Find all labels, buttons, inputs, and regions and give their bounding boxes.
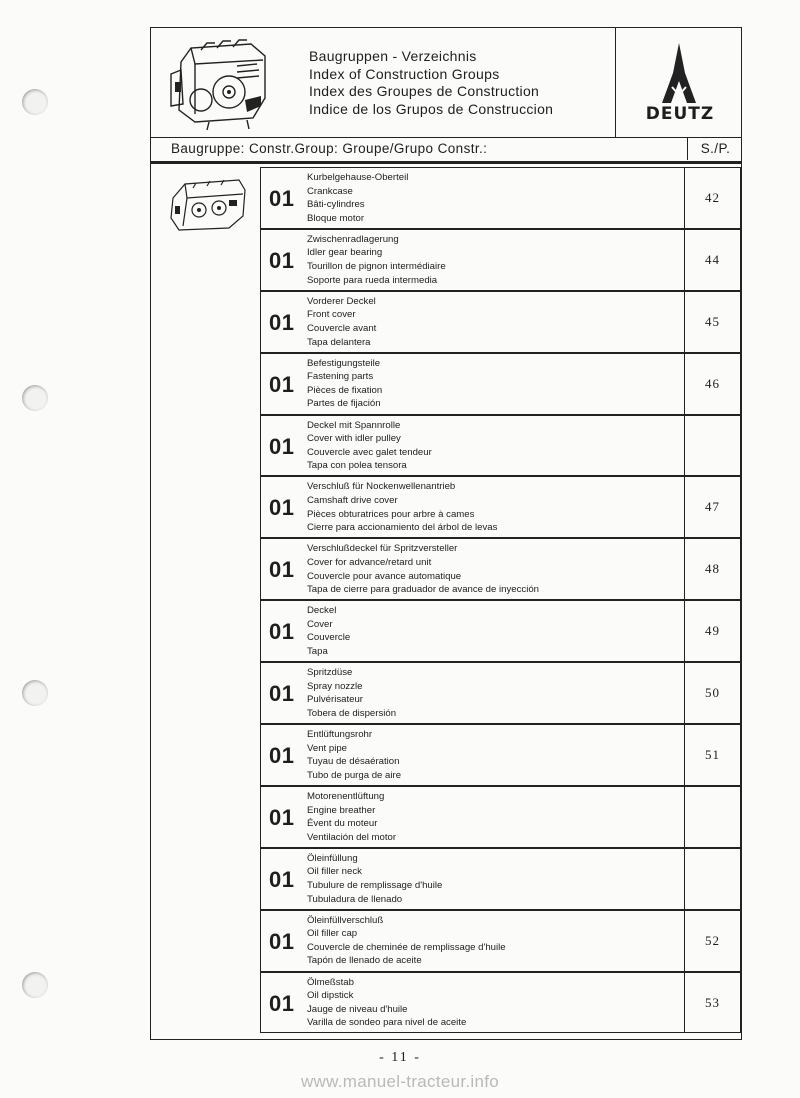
entry-row (260, 848, 741, 910)
description-spanish: Varilla de sondeo para nivel de aceite (307, 1017, 467, 1029)
entry-row (260, 662, 741, 724)
description-english: Oil dipstick (307, 990, 354, 1002)
logo-text: DEUTZ (645, 104, 715, 124)
entry-row (260, 600, 741, 662)
entry-row (260, 415, 741, 477)
description-french: Tourillon de pignon intermédiaire (307, 261, 446, 273)
crankcase-illustration (169, 176, 249, 232)
description-french: Jauge de niveau d'huile (307, 1003, 408, 1015)
description-german: Ölmeßstab (307, 976, 354, 988)
description-english: Engine breather (307, 804, 376, 816)
entry-description (307, 480, 497, 534)
page-reference: 44 (684, 230, 740, 290)
description-french: Bâti-cylindres (307, 199, 365, 211)
description-french: Évent du moteur (307, 818, 378, 830)
group-number: 01 (269, 557, 295, 583)
description-spanish: Tapón de llenado de aceite (307, 955, 422, 967)
page-reference (684, 787, 740, 847)
description-english: Cover with idler pulley (307, 433, 401, 445)
description-german: Verschlußdeckel für Spritzversteller (307, 543, 458, 555)
group-list-box (150, 162, 742, 1040)
page-reference: 53 (684, 973, 740, 1033)
entry-description (307, 357, 382, 411)
description-german: Vorderer Deckel (307, 295, 376, 307)
group-number: 01 (269, 433, 295, 459)
group-number: 01 (269, 309, 295, 335)
entry-row (260, 291, 741, 353)
column-header (150, 138, 742, 162)
page-reference: 47 (684, 477, 740, 537)
entry-row (260, 786, 741, 848)
description-spanish: Tobera de dispersión (307, 707, 397, 719)
description-german: Zwischenradlagerung (307, 233, 399, 245)
description-french: Tuyau de désaération (307, 756, 400, 768)
description-spanish: Tapa de cierre para graduador de avance de inyección (307, 584, 540, 596)
page-reference: 45 (684, 292, 740, 352)
description-spanish: Tapa (307, 646, 328, 658)
description-german: Motorenentlüftung (307, 790, 385, 802)
description-german: Deckel (307, 605, 337, 617)
description-spanish: Tubo de purga de aire (307, 769, 402, 781)
entry-row (260, 724, 741, 786)
description-french: Couvercle pour avance automatique (307, 570, 462, 582)
group-number: 01 (269, 495, 295, 521)
entry-description (307, 171, 408, 225)
page-reference (684, 849, 740, 909)
punch-hole (22, 680, 48, 706)
description-english: Vent pipe (307, 742, 348, 754)
entry-list (260, 167, 741, 1033)
description-english: Camshaft drive cover (307, 495, 398, 507)
group-label: Baugruppe: Constr.Group: Groupe/Grupo Constr.: (171, 141, 488, 156)
entry-row (260, 229, 741, 291)
punch-hole (22, 89, 48, 115)
description-french: Couvercle (307, 632, 351, 644)
page-reference: 50 (684, 663, 740, 723)
title-german: Baugruppen - Verzeichnis (309, 48, 477, 64)
entry-description (307, 295, 376, 349)
description-german: Öleinfüllverschluß (307, 914, 384, 926)
description-spanish: Partes de fijación (307, 398, 381, 410)
page-reference: 48 (684, 539, 740, 599)
description-english: Cover (307, 618, 333, 630)
description-spanish: Soporte para rueda intermedia (307, 274, 438, 286)
description-french: Couvercle de cheminée de remplissage d'huile (307, 941, 506, 953)
entry-description (307, 233, 446, 287)
page-reference: 49 (684, 601, 740, 661)
page-reference (684, 416, 740, 476)
description-english: Spray nozzle (307, 680, 363, 692)
watermark: www.manuel-tracteur.info (300, 1072, 500, 1091)
group-number: 01 (269, 866, 295, 892)
entry-description (307, 604, 350, 658)
description-english: Oil filler cap (307, 928, 358, 940)
description-french: Pulvérisateur (307, 694, 363, 706)
entry-description (307, 790, 396, 844)
description-german: Öleinfüllung (307, 852, 358, 864)
group-number: 01 (269, 990, 295, 1016)
entry-row (260, 476, 741, 538)
description-french: Pièces de fixation (307, 384, 383, 396)
page-number: - 11 - (379, 1050, 421, 1065)
description-french: Couvercle avant (307, 322, 377, 334)
entry-row (260, 538, 741, 600)
entry-description (307, 914, 506, 968)
entry-row (260, 353, 741, 415)
description-spanish: Tapa con polea tensora (307, 460, 407, 472)
description-german: Entlüftungsrohr (307, 729, 373, 741)
description-spanish: Bloque motor (307, 212, 365, 224)
title-english: Index of Construction Groups (309, 65, 500, 82)
page-reference: 52 (684, 911, 740, 971)
description-french: Pièces obturatrices pour arbre à cames (307, 508, 475, 520)
entry-description (307, 419, 432, 473)
description-spanish: Cierre para accionamiento del árbol de levas (307, 522, 498, 534)
page-reference: 42 (684, 168, 740, 228)
header-box (150, 27, 742, 138)
group-number: 01 (269, 247, 295, 273)
description-english: Idler gear bearing (307, 247, 383, 259)
title-spanish: Indice de los Grupos de Construccion (309, 100, 554, 117)
entry-description (307, 976, 466, 1030)
group-number: 01 (269, 186, 295, 211)
entry-row (260, 167, 741, 229)
group-number: 01 (269, 371, 295, 397)
group-number: 01 (269, 619, 295, 645)
group-number: 01 (269, 804, 295, 830)
description-german: Kurbelgehause-Oberteil (307, 172, 409, 183)
group-number: 01 (269, 743, 295, 769)
punch-hole (22, 385, 48, 411)
punch-hole (22, 972, 48, 998)
description-english: Cover for advance/retard unit (307, 556, 432, 568)
description-spanish: Tapa delantera (307, 336, 371, 348)
description-spanish: Ventilación del motor (307, 831, 397, 843)
page-column-label: S./P. (687, 138, 743, 160)
engine-illustration (161, 34, 279, 132)
entry-description (307, 852, 442, 906)
entry-description (307, 666, 396, 720)
index-titles (309, 48, 553, 118)
title-french: Index des Groupes de Construction (309, 83, 540, 99)
description-french: Couvercle avec galet tendeur (307, 446, 432, 458)
entry-description (307, 728, 401, 782)
page-reference: 51 (684, 725, 740, 785)
description-german: Deckel mit Spannrolle (307, 419, 401, 431)
description-english: Fastening parts (307, 371, 374, 383)
deutz-logo-icon (656, 43, 702, 105)
entry-row (260, 910, 741, 972)
description-french: Tubulure de remplissage d'huile (307, 879, 443, 891)
description-english: Oil filler neck (307, 866, 362, 878)
description-german: Verschluß für Nockenwellenantrieb (307, 481, 456, 493)
entry-row (260, 972, 741, 1034)
logo-box (615, 27, 742, 138)
group-number: 01 (269, 681, 295, 707)
description-english: Front cover (307, 309, 356, 321)
description-german: Spritzdüse (307, 667, 353, 679)
description-german: Befestigungsteile (307, 357, 381, 369)
description-english: Crankcase (307, 185, 353, 197)
entry-description (307, 542, 539, 596)
description-spanish: Tubuladura de llenado (307, 893, 403, 905)
group-number: 01 (269, 928, 295, 954)
page-reference: 46 (684, 354, 740, 414)
